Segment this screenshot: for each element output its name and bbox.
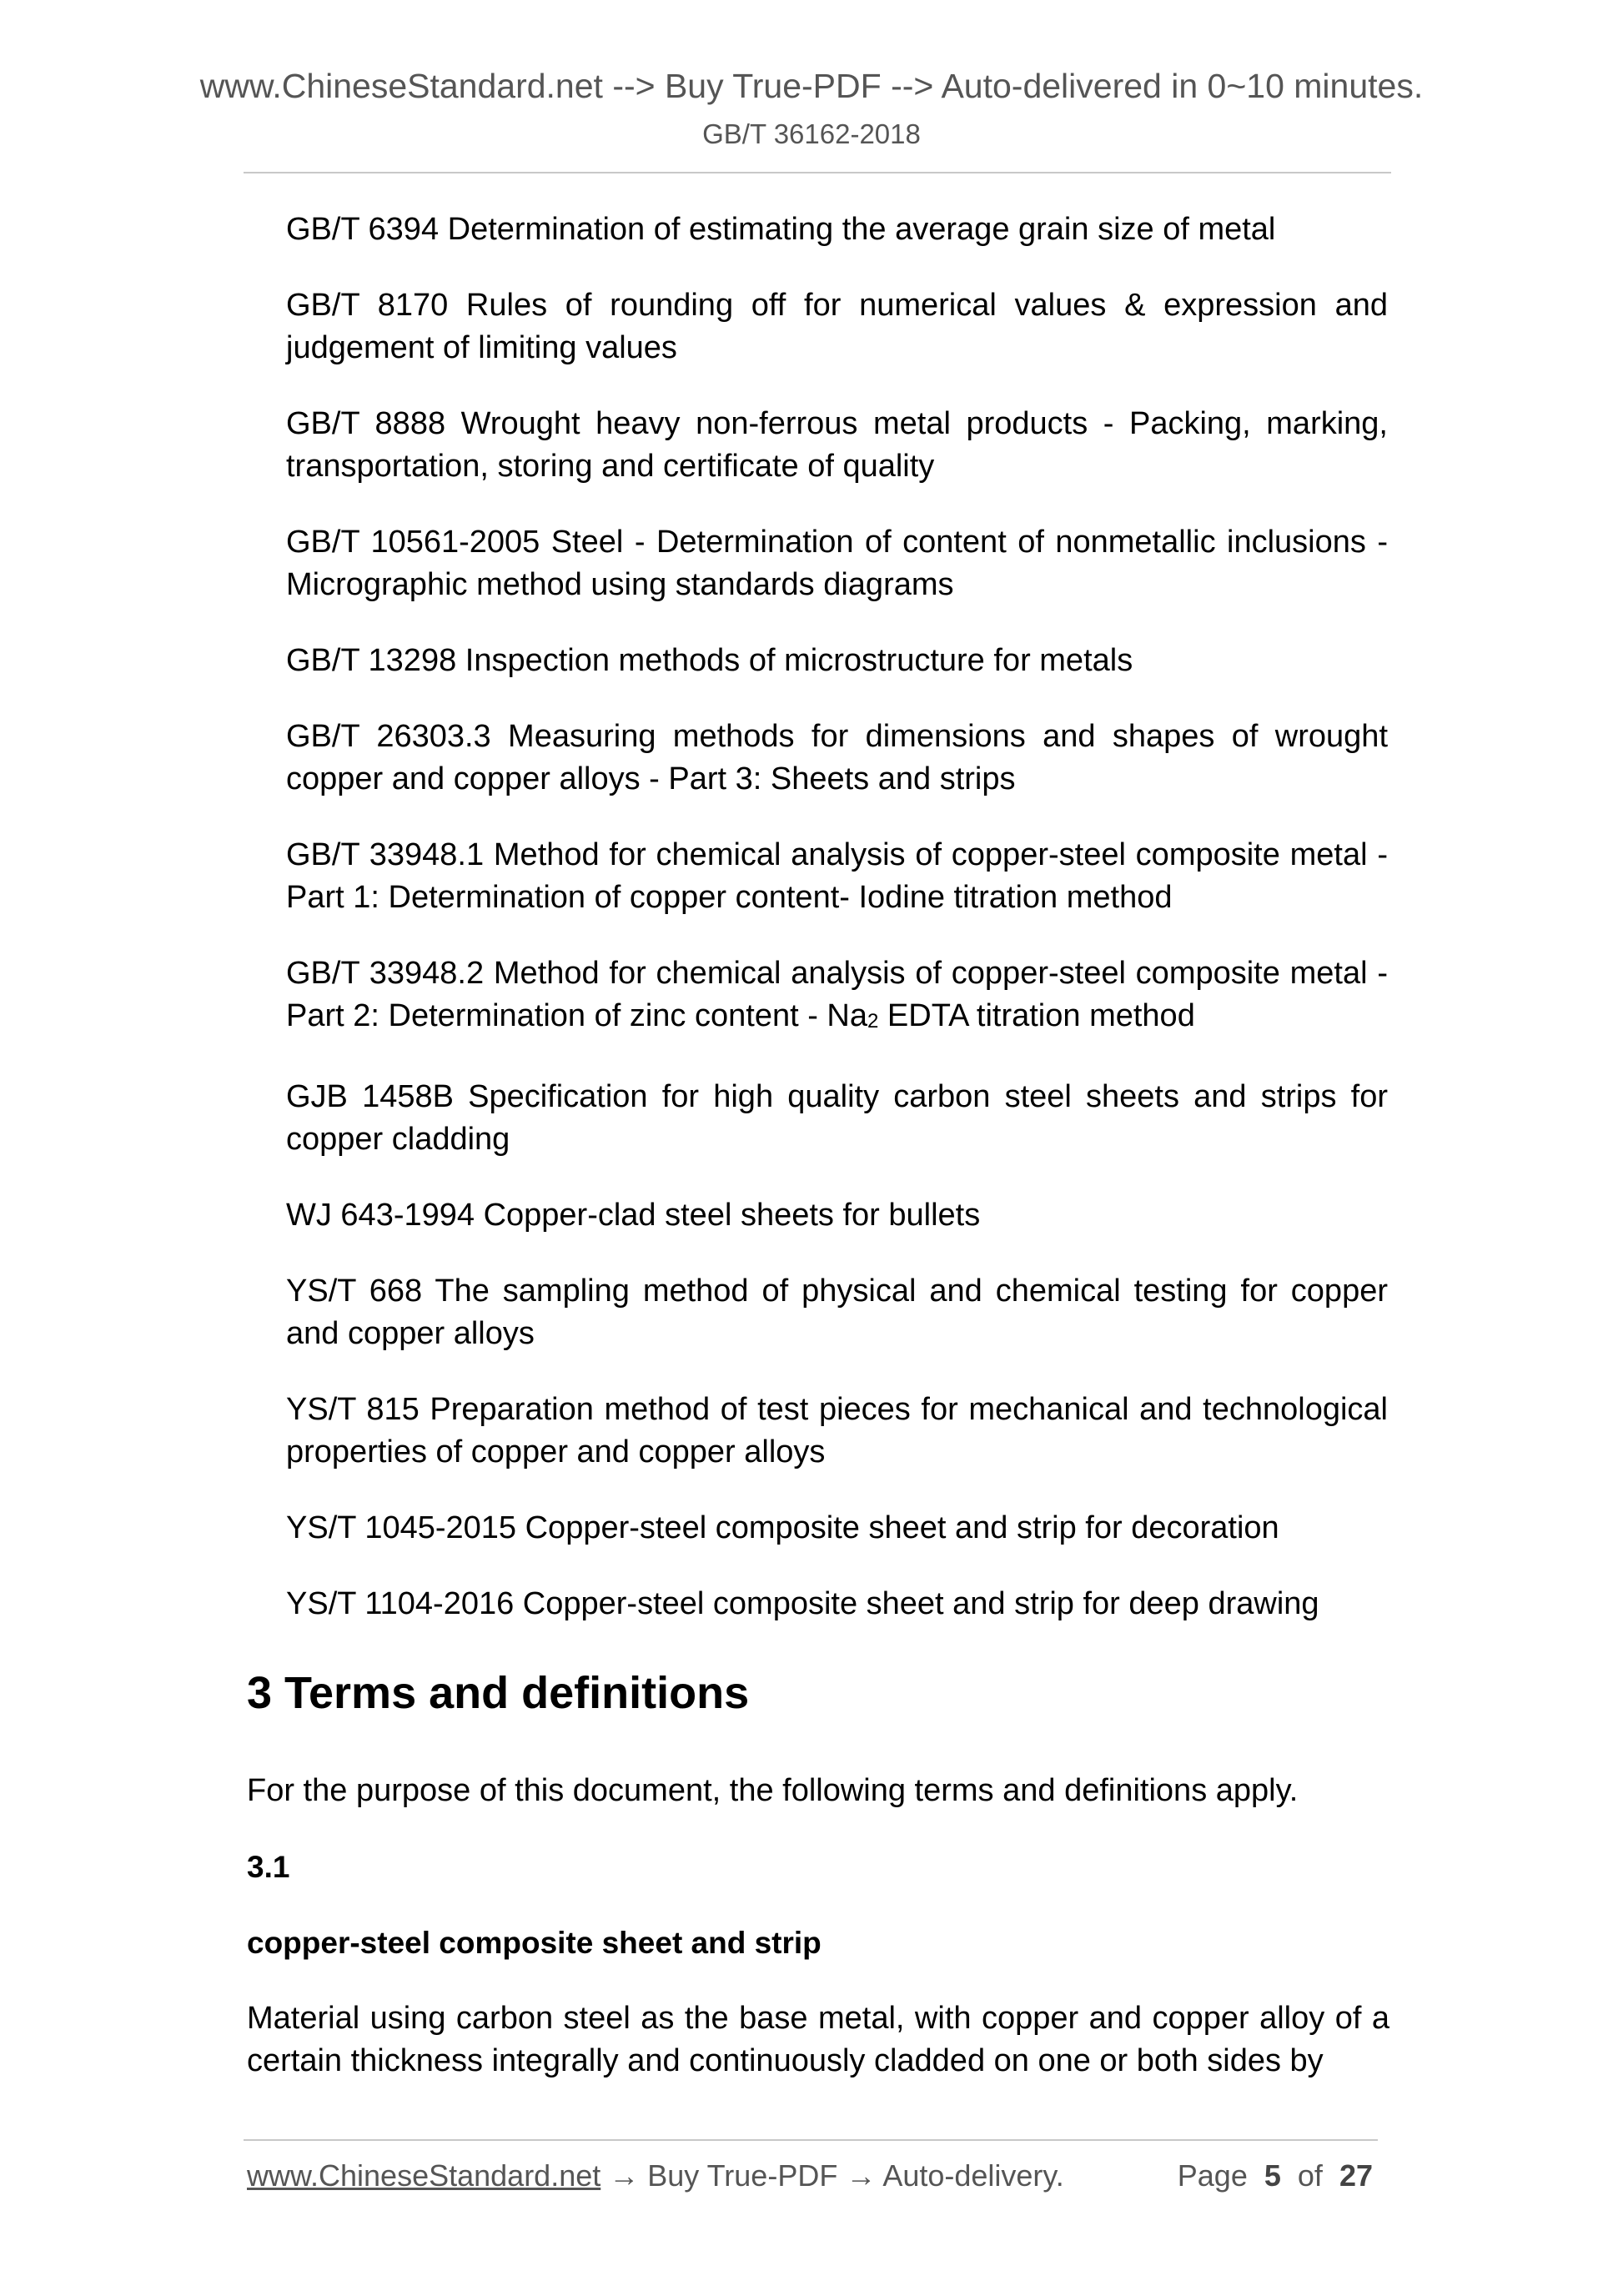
normative-references-list (286, 208, 1388, 1625)
footer (247, 2158, 1378, 2193)
reference-text: GB/T 33948.2 Method for chemical analysis of copper-steel composite metal - Part 2: Determination of zinc content - Na (286, 956, 1388, 1033)
page-label: Page (1177, 2158, 1248, 2193)
section-intro: For the purpose of this document, the following terms and definitions apply. (247, 1773, 1299, 1808)
header-divider (244, 172, 1391, 173)
reference-item: GB/T 33948.1 Method for chemical analysis of copper-steel composite metal - Part 1: Determination of copper content- Iodine titration method (286, 837, 1388, 915)
footer-divider (244, 2139, 1378, 2141)
reference-item: GB/T 26303.3 Measuring methods for dimensions and shapes of wrought copper and copper alloys - Part 3: Sheets and strips (286, 719, 1388, 796)
reference-item (286, 952, 1388, 1042)
reference-item: YS/T 1045-2015 Copper-steel composite sheet and strip for decoration (286, 1510, 1279, 1545)
reference-item: GB/T 6394 Determination of estimating the average grain size of metal (286, 212, 1276, 247)
page-of: of (1297, 2158, 1323, 2193)
terms-section (247, 1666, 1389, 2082)
page-current: 5 (1264, 2158, 1281, 2193)
reference-text: EDTA titration method (878, 998, 1195, 1033)
reference-item: YS/T 668 The sampling method of physical and chemical testing for copper and copper alloys (286, 1274, 1388, 1351)
page-total: 27 (1339, 2158, 1373, 2193)
footer-site-link[interactable]: www.ChineseStandard.net (247, 2158, 601, 2193)
reference-item: GB/T 13298 Inspection methods of microstructure for metals (286, 643, 1133, 678)
reference-item: YS/T 1104-2016 Copper-steel composite sheet and strip for deep drawing (286, 1586, 1319, 1621)
reference-item: YS/T 815 Preparation method of test pieces for mechanical and technological properties of copper and copper alloys (286, 1392, 1388, 1470)
reference-item: WJ 643-1994 Copper-clad steel sheets for bullets (286, 1198, 981, 1233)
section-title: 3 Terms and definitions (247, 1668, 750, 1718)
term-name: copper-steel composite sheet and strip (247, 1926, 822, 1960)
footer-tagline: → Buy True-PDF → Auto-delivery. (600, 2158, 1064, 2193)
reference-subscript: 2 (867, 1010, 879, 1032)
header-banner: www.ChineseStandard.net --> Buy True-PDF --> Auto-delivered in 0~10 minutes. (199, 67, 1424, 105)
page-indicator (1178, 2158, 1373, 2193)
reference-item: GB/T 8170 Rules of rounding off for numerical values & expression and judgement of limiting values (286, 288, 1388, 365)
document-code: GB/T 36162-2018 (702, 118, 921, 149)
reference-item: GJB 1458B Specification for high quality carbon steel sheets and strips for copper cladding (286, 1079, 1388, 1157)
reference-item: GB/T 8888 Wrought heavy non-ferrous metal products - Packing, marking, transportation, storing and certificate of quality (286, 406, 1388, 484)
term-number: 3.1 (247, 1850, 290, 1884)
term-definition: Material using carbon steel as the base metal, with copper and copper alloy of a certain thickness integrally and continuously cladded on one or both sides by (247, 2001, 1389, 2078)
reference-item: GB/T 10561-2005 Steel - Determination of content of nonmetallic inclusions - Micrographic method using standards diagrams (286, 525, 1388, 602)
